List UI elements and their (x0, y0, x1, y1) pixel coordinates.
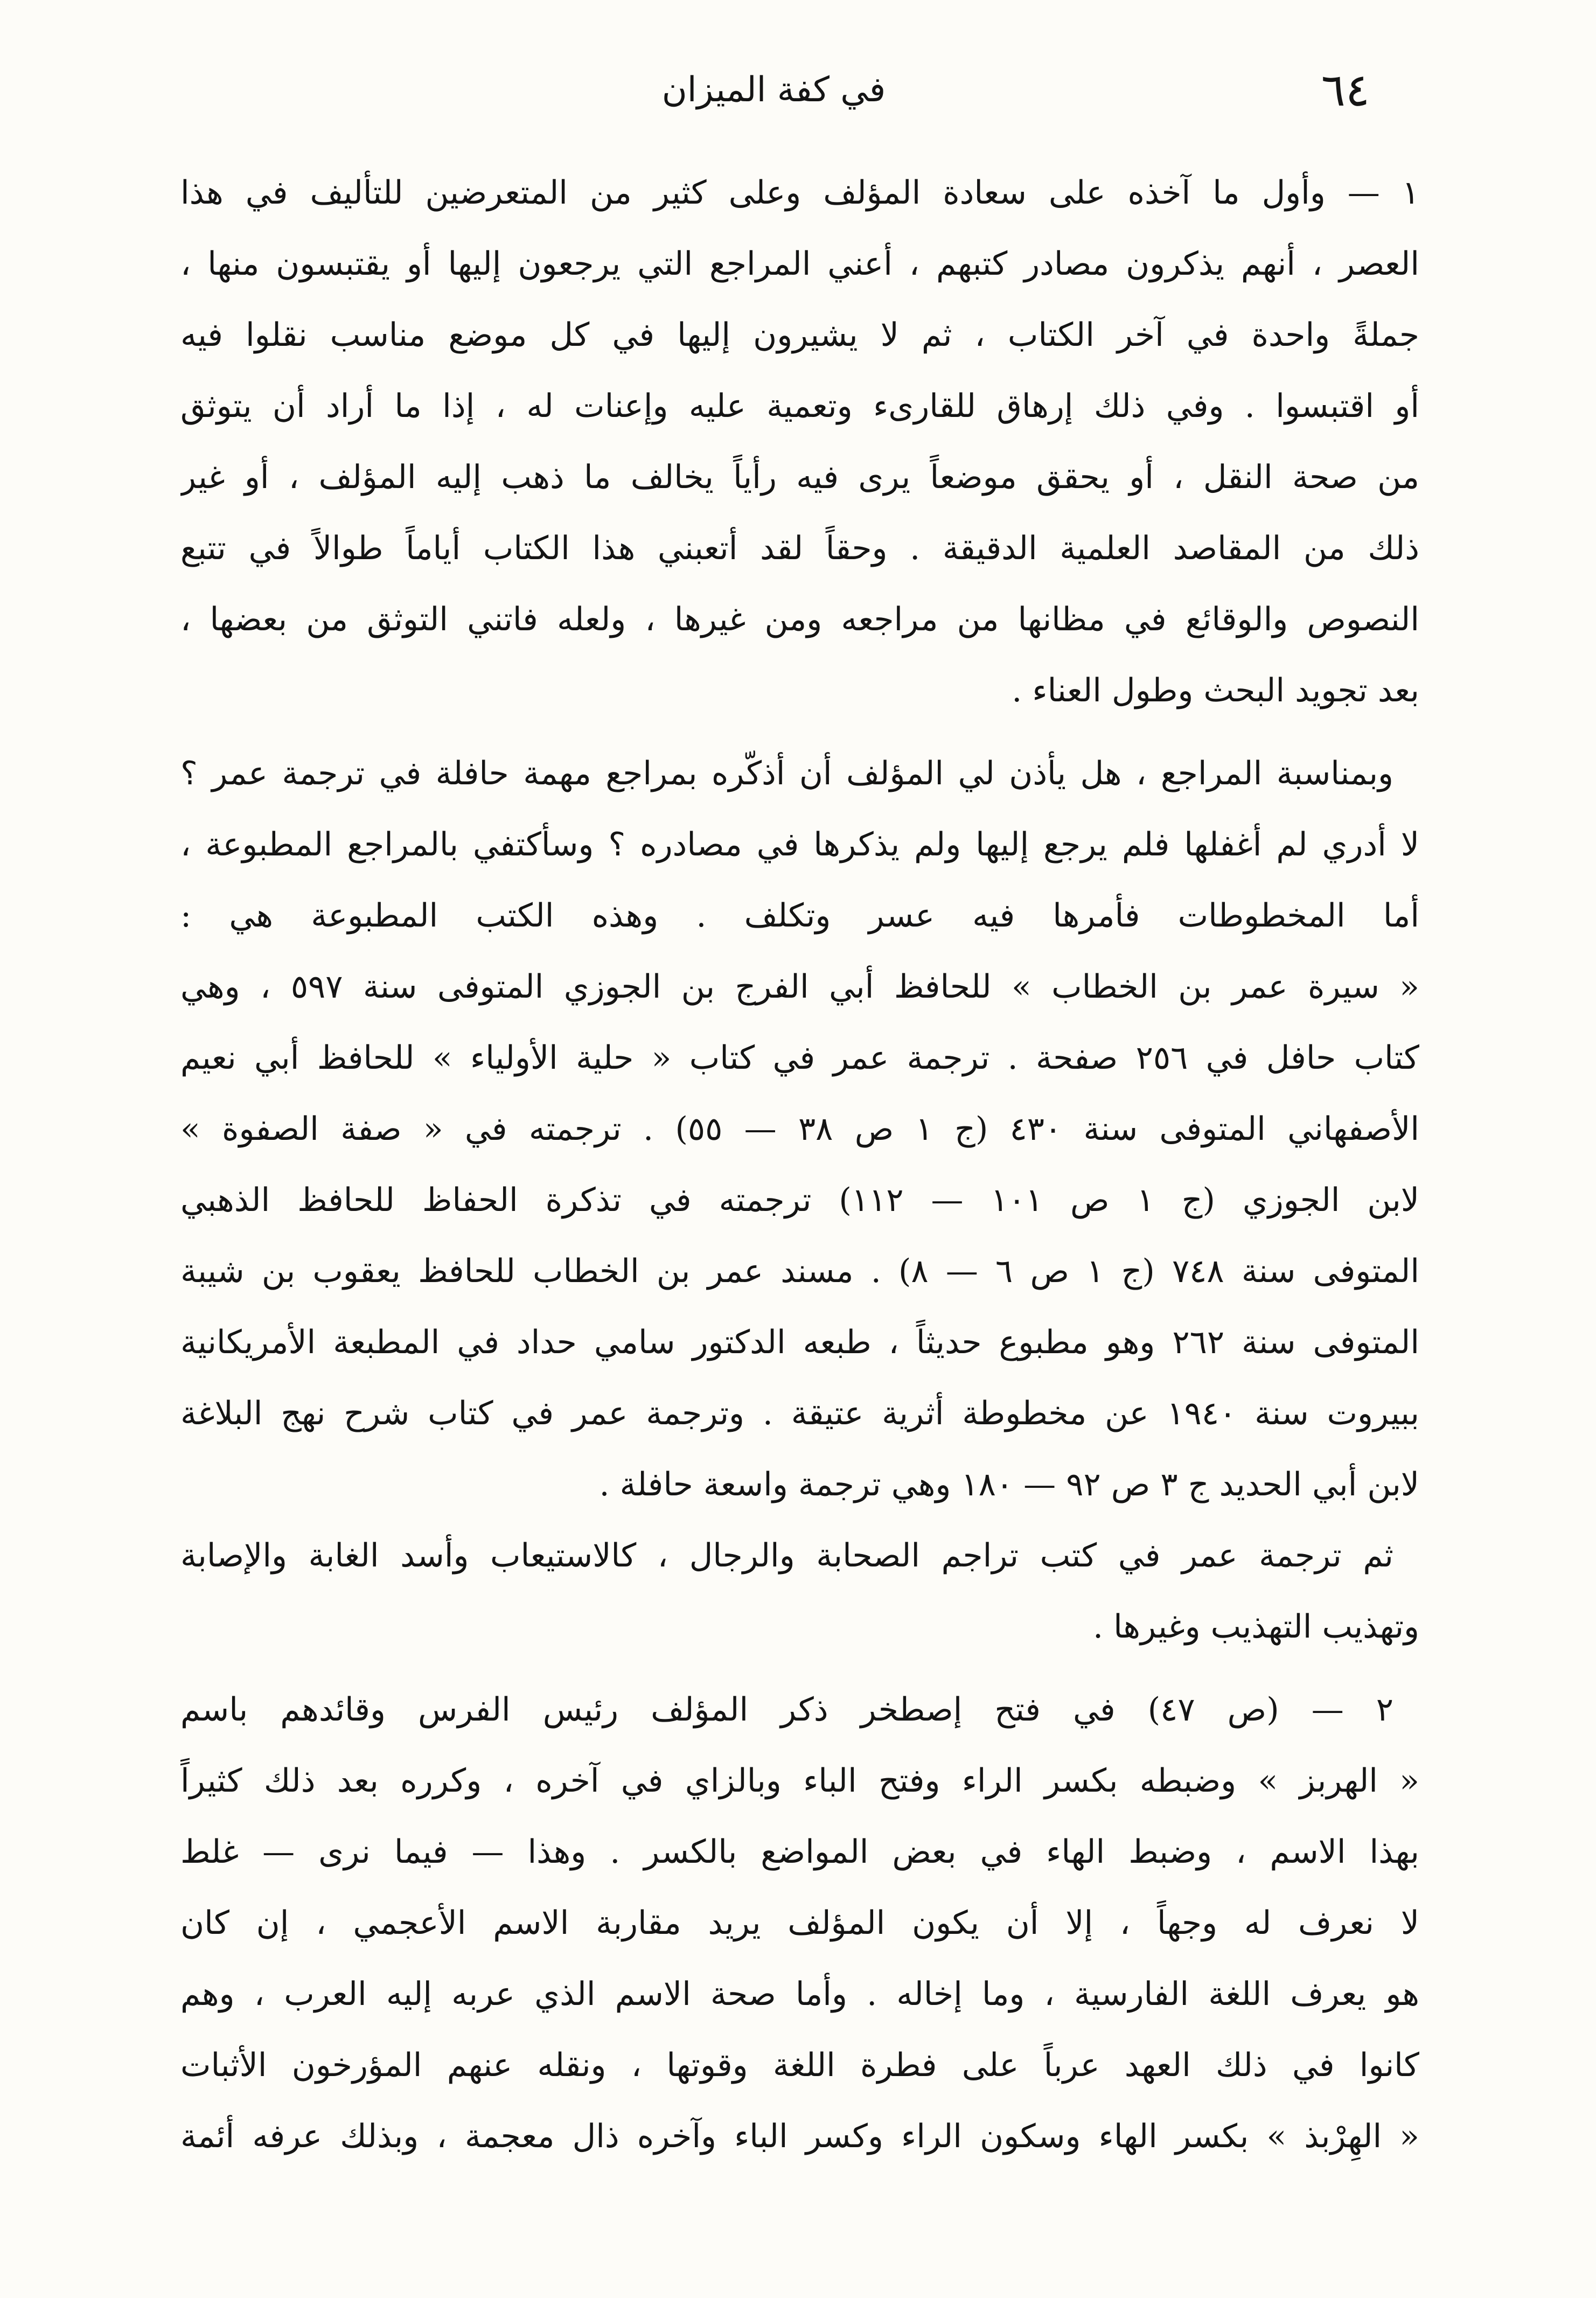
text-line: ثم ترجمة عمر في كتب تراجم الصحابة والرجال ، كالاستيعاب وأسد الغابة والإصابة (180, 1537, 1393, 1575)
text-line: النصوص والوقائع في مظانها من مراجعه ومن غيرها ، ولعله فاتني التوثق من بعضها ، (180, 601, 1419, 638)
text-line: كتاب حافل في ٢٥٦ صفحة . ترجمة عمر في كتاب « حلية الأولياء » للحافظ أبي نعيم (180, 1039, 1419, 1077)
text-line: المتوفى سنة ٢٦٢ وهو مطبوع حديثاً ، طبعه الدكتور سامي حداد في المطبعة الأمريكانية (180, 1324, 1419, 1361)
text-line: « الهربز » وضبطه بكسر الراء وفتح الباء وبالزاي في آخره ، وكرره بعد ذلك كثيراً (180, 1762, 1419, 1800)
text-line: من صحة النقل ، أو يحقق موضعاً يرى فيه رأياً يخالف ما ذهب إليه المؤلف ، أو غير (180, 458, 1419, 496)
paragraph-1 (180, 157, 1419, 726)
text-line: لابن أبي الحديد ج ٣ ص ٩٢ — ١٨٠ وهي ترجمة واسعة حافلة . (599, 1466, 1419, 1503)
text-line: المتوفى سنة ٧٤٨ (ج ١ ص ٦ — ٨) . مسند عمر بن الخطاب للحافظ يعقوب بن شيبة (180, 1252, 1419, 1290)
text-line: أو اقتبسوا . وفي ذلك إرهاق للقارىء وتعمية عليه وإعنات له ، إذا ما أراد أن يتوثق (180, 387, 1419, 425)
text-line: ١ — وأول ما آخذه على سعادة المؤلف وعلى كثير من المتعرضين للتأليف في هذا (180, 174, 1419, 212)
text-line: ٢ — (ص ٤٧) في فتح إصطخر ذكر المؤلف رئيس الفرس وقائدهم باسم (180, 1691, 1393, 1729)
running-title: في كفة الميزان (661, 70, 886, 110)
paragraph-4 (180, 1674, 1419, 2172)
text-line: جملةً واحدة في آخر الكتاب ، ثم لا يشيرون إليها في كل موضع مناسب نقلوا فيه (180, 316, 1419, 354)
text-line: هو يعرف اللغة الفارسية ، وما إخاله . وأما صحة الاسم الذي عربه إليه العرب ، وهم (180, 1975, 1419, 2013)
text-line: العصر ، أنهم يذكرون مصادر كتبهم ، أعني المراجع التي يرجعون إليها أو يقتبسون منها ، (180, 245, 1419, 283)
text-line: وبمناسبة المراجع ، هل يأذن لي المؤلف أن أذكّره بمراجع مهمة حافلة في ترجمة عمر ؟ (180, 755, 1393, 792)
paragraph-2 (180, 738, 1419, 1520)
text-line: كانوا في ذلك العهد عرباً على فطرة اللغة وقوتها ، ونقله عنهم المؤرخون الأثبات (180, 2046, 1419, 2084)
paragraph-3 (180, 1520, 1419, 1662)
paragraph-gap (180, 1662, 1419, 1674)
text-line: وتهذيب التهذيب وغيرها . (1092, 1608, 1419, 1646)
text-line: الأصفهاني المتوفى سنة ٤٣٠ (ج ١ ص ٣٨ — ٥٥) . ترجمته في « صفة الصفوة » (180, 1110, 1419, 1148)
text-line: « سيرة عمر بن الخطاب » للحافظ أبي الفرج بن الجوزي المتوفى سنة ٥٩٧ ، وهي (180, 968, 1419, 1006)
text-line: لا أدري لم أغفلها فلم يرجع إليها ولم يذكرها في مصادره ؟ وسأكتفي بالمراجع المطبوعة ، (180, 826, 1419, 864)
text-line: لا نعرف له وجهاً ، إلا أن يكون المؤلف يريد مقاربة الاسم الأعجمي ، إن كان (180, 1904, 1419, 1942)
text-line: أما المخطوطات فأمرها فيه عسر وتكلف . وهذه الكتب المطبوعة هي : (180, 897, 1419, 935)
page-header (178, 60, 1370, 120)
text-line: لابن الجوزي (ج ١ ص ١٠١ — ١١٢) ترجمته في تذكرة الحفاظ للحافظ الذهبي (180, 1181, 1419, 1219)
paragraph-gap (180, 726, 1419, 738)
text-line: ببيروت سنة ١٩٤٠ عن مخطوطة أثرية عتيقة . وترجمة عمر في كتاب شرح نهج البلاغة (180, 1395, 1419, 1432)
text-line: بهذا الاسم ، وضبط الهاء في بعض المواضع بالكسر . وهذا — فيما نرى — غلط (180, 1833, 1419, 1871)
text-line: « الهِرْبذ » بكسر الهاء وسكون الراء وكسر الباء وآخره ذال معجمة ، وبذلك عرفه أئمة (180, 2118, 1419, 2155)
text-line: ذلك من المقاصد العلمية الدقيقة . وحقاً لقد أتعبني هذا الكتاب أياماً طوالاً في تتبع (180, 530, 1419, 567)
page-number: ٦٤ (1321, 64, 1370, 116)
text-line: بعد تجويد البحث وطول العناء . (1012, 672, 1419, 709)
page-body (180, 157, 1419, 2172)
